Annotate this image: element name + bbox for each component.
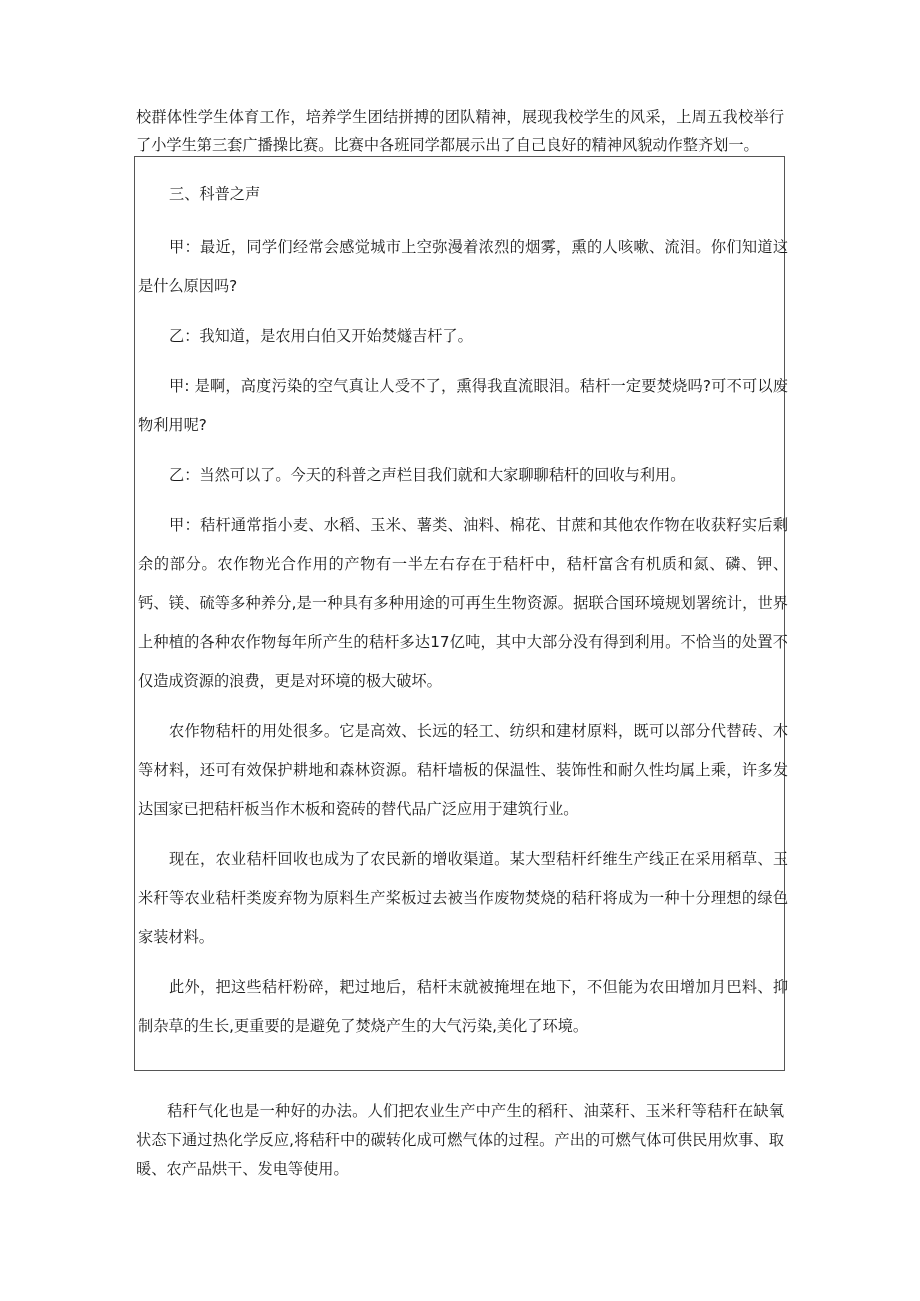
science-voice-box [134, 156, 788, 1071]
body-paragraph: 此外，把这些秸杆粉碎，耙过地后，秸杆末就被掩埋在地下，不但能为农田增加月巴料、抑制杂草的生长,更重要的是避免了焚烧产生的大气污染,美化了环境。 [138, 978, 788, 1035]
intro-paragraph: 校群体性学生体育工作，培养学生团结拼搏的团队精神，展现我校学生的风采，上周五我校举行了小学生第三套广播操比赛。比赛中各班同学都展示出了自己良好的精神风貌动作整齐划一。 [136, 108, 784, 154]
body-paragraph: 农作物秸杆的用处很多。它是高效、长远的轻工、纺织和建材原料，既可以部分代替砖、木等材料，还可有效保护耕地和森林资源。秸杆墙板的保温性、装饰性和耐久性均属上乘，许多发达国家已把秸杆板当作木板和瓷砖的替代品广泛应用于建筑行业。 [138, 722, 788, 818]
section-heading: 三、科普之声 [169, 185, 261, 203]
dialogue-paragraph: 乙：我知道，是农用白伯又开始焚燧吉杆了。 [169, 327, 473, 345]
dialogue-paragraph: 甲: 是啊，高度污染的空气真让人受不了，熏得我直流眼泪。秸杆一定要焚烧吗?可不可以废物利用呢? [138, 377, 788, 434]
gasification-paragraph: 秸秆气化也是一种好的办法。人们把农业生产中产生的稻秆、油菜秆、玉米秆等秸秆在缺氧状态下通过热化学反应,将秸秆中的碳转化成可燃气体的过程。产出的可燃气体可供民用炊事、取暖、农产品烘干、发电等使用。 [136, 1102, 784, 1178]
dialogue-paragraph: 乙：当然可以了。今天的科普之声栏目我们就和大家聊聊秸杆的回收与利用。 [169, 466, 686, 484]
box-content [138, 157, 788, 1046]
dialogue-paragraph: 甲：秸杆通常指小麦、水稻、玉米、薯类、油料、棉花、甘蔗和其他农作物在收获籽实后剩余的部分。农作物光合作用的产物有一半左右存在于秸杆中，秸杆富含有机质和氮、磷、钾、钙、镁、硫等多种养分,是一种具有多种用途的可再生生物资源。据联合国环境规划署统计，世界上种植的各种农作物每年所产生的秸杆多达17亿吨，其中大部分没有得到利用。不恰当的处置不仅造成资源的浪费，更是对环境的极大破坏。 [138, 516, 788, 690]
dialogue-paragraph: 甲：最近，同学们经常会感觉城市上空弥漫着浓烈的烟雾，熏的人咳嗽、流泪。你们知道这是什么原因吗? [138, 238, 788, 295]
body-paragraph: 现在，农业秸杆回收也成为了农民新的增收渠道。某大型秸杆纤维生产线正在采用稻草、玉米秆等农业秸杆类废弃物为原料生产桨板过去被当作废物焚烧的秸秆将成为一种十分理想的绿色家装材料。 [138, 850, 788, 946]
